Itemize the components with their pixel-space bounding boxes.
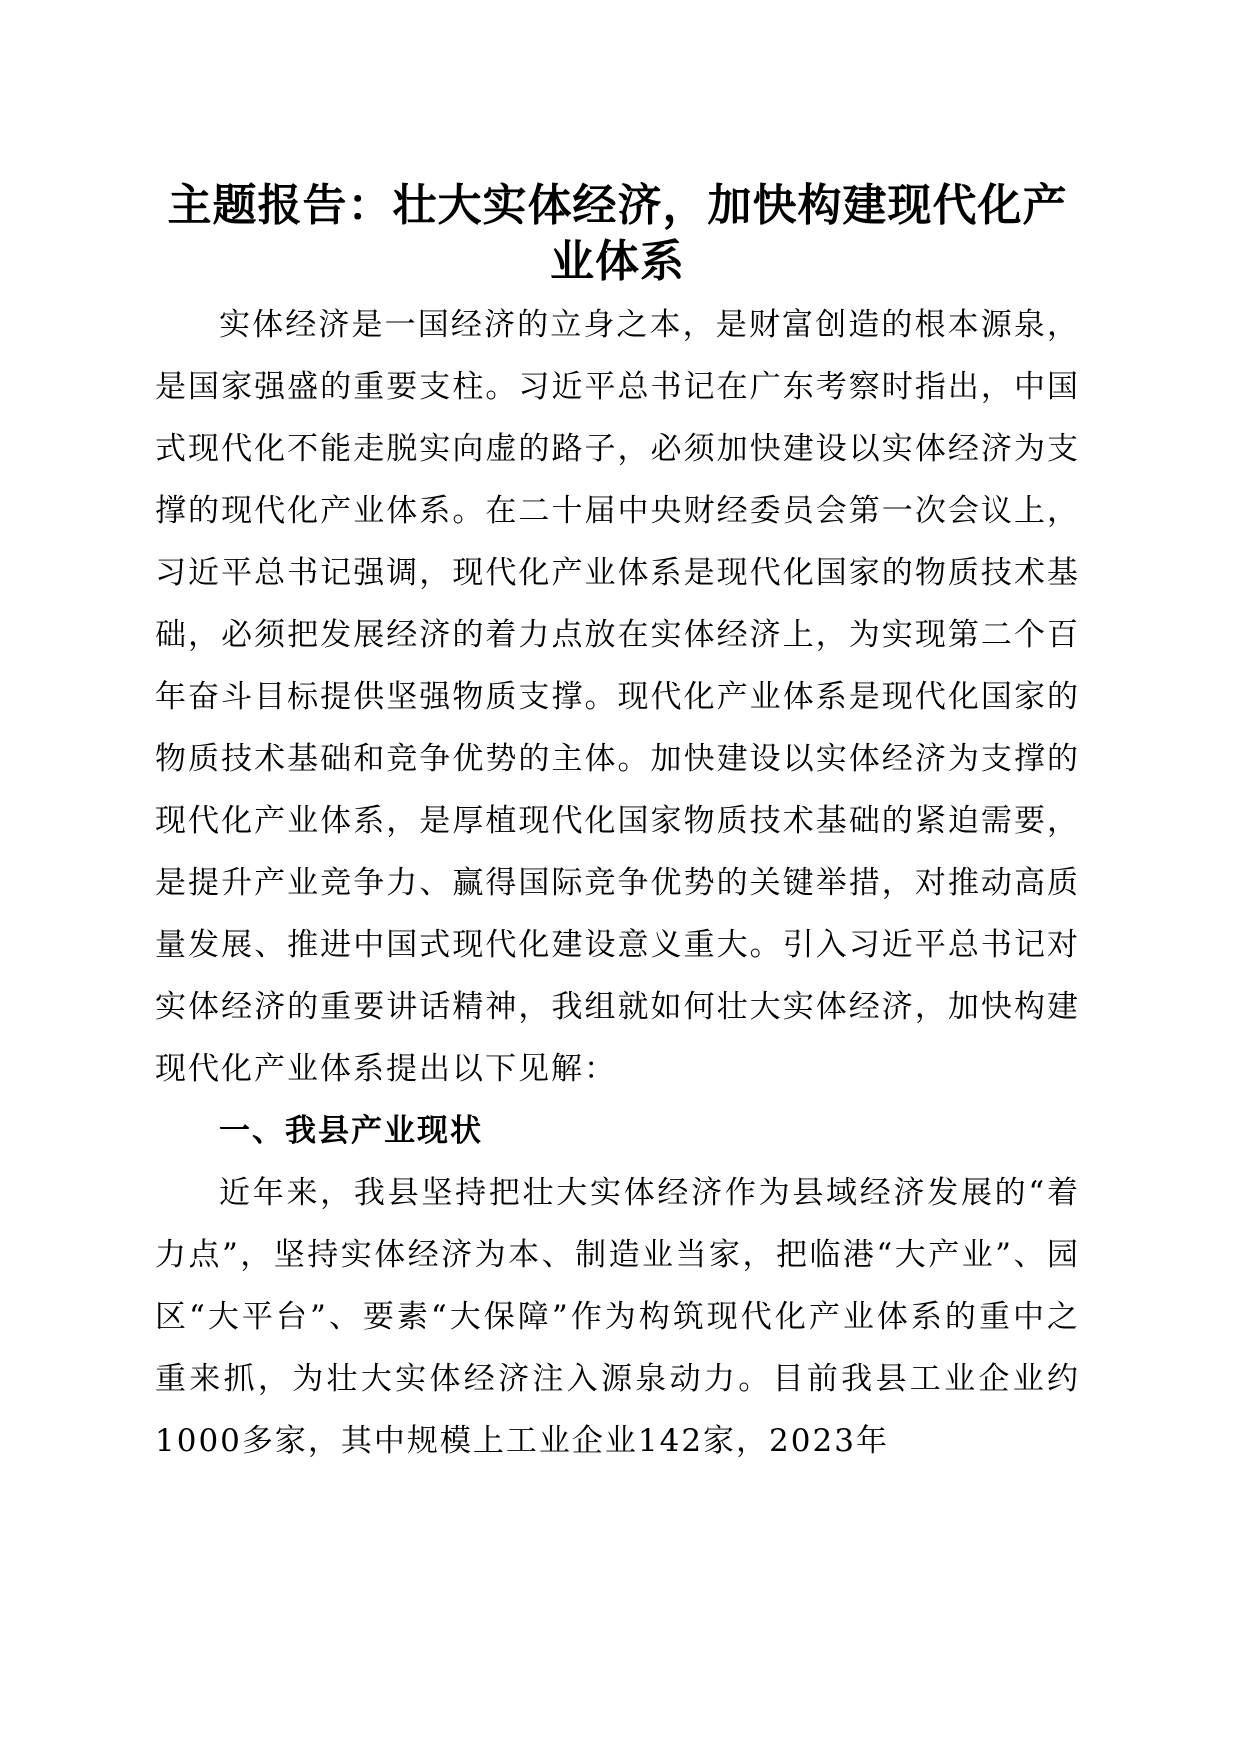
document-body bbox=[155, 178, 1080, 1472]
document-title: 主题报告：壮大实体经济，加快构建现代化产业体系 bbox=[167, 180, 1068, 287]
section-heading-current-status: 一、我县产业现状 bbox=[219, 1113, 483, 1149]
intro-paragraph: 实体经济是一国经济的立身之本，是财富创造的根本源泉，是国家强盛的重要支柱。习近平总书记在广东考察时指出，中国式现代化不能走脱实向虚的路子，必须加快建设以实体经济为支撑的现代化产业体系。在二十届中央财经委员会第一次会议上，习近平总书记强调，现代化产业体系是现代化国家的物质技术基础，必须把发展经济的着力点放在实体经济上，为实现第二个百年奋斗目标提供坚强物质支撑。现代化产业体系是现代化国家的物质技术基础和竞争优势的主体。加快建设以实体经济为支撑的现代化产业体系，是厚植现代化国家物质技术基础的紧迫需要，是提升产业竞争力、赢得国际竞争优势的关键举措，对推动高质量发展、推进中国式现代化建设意义重大。引入习近平总书记对实体经济的重要讲话精神，我组就如何壮大实体经济，加快构建现代化产业体系提出以下见解： bbox=[155, 307, 1080, 1087]
section-paragraph-current-status: 近年来，我县坚持把壮大实体经济作为县域经济发展的“着力点”，坚持实体经济为本、制造业当家，把临港“大产业”、园区“大平台”、要素“大保障”作为构筑现代化产业体系的重中之重来抓，为壮大实体经济注入源泉动力。目前我县工业企业约1000多家，其中规模上工业企业142家，2023年 bbox=[155, 1175, 1080, 1459]
